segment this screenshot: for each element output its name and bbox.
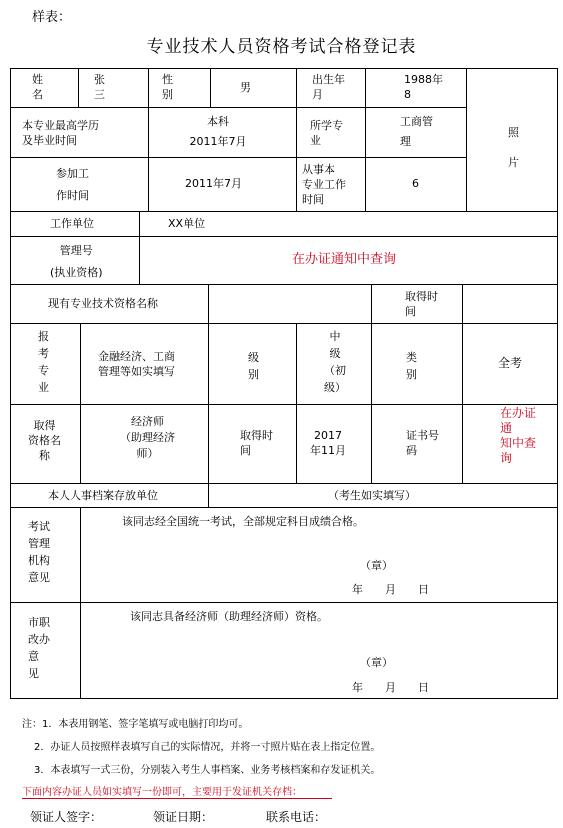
gender-label: 性 别 <box>162 73 173 101</box>
name-value: 张 三 <box>94 73 105 101</box>
work-start-label: 参加工 作时间 <box>56 167 89 202</box>
major-value: 工商管 理 <box>400 115 433 148</box>
archive-value: （考生如实填写） <box>328 489 416 502</box>
exam-major-value: 金融经济、工商 管理等如实填写 <box>98 350 175 378</box>
exam-major-label: 报 考 专 业 <box>38 330 49 394</box>
cert-label: 证书号 码 <box>406 429 439 457</box>
birth-label: 出生年 月 <box>312 73 345 101</box>
sample-label: 样表： <box>32 10 72 25</box>
row6-obtained-label: 取得时 间 <box>405 290 438 318</box>
exam-org-label: 考试 管理 机构 意见 <box>28 520 50 584</box>
hr-label: 市职 改办 意 见 <box>28 616 50 680</box>
name-label: 姓 名 <box>32 73 43 101</box>
category-value: 全考 <box>498 356 523 370</box>
note-3: 3．本表填写一式三份，分别装入考生人事档案、业务考核档案和存发证机关。 <box>34 765 381 776</box>
archive-label: 本人人事档案存放单位 <box>48 489 158 502</box>
education-label: 本专业最高学历 及毕业时间 <box>22 119 99 147</box>
phone-label: 联系电话： <box>266 810 327 824</box>
work-start-value: 2011年7月 <box>185 177 242 190</box>
current-title-label: 现有专业技术资格名称 <box>48 297 158 310</box>
exam-org-text: 该同志经全国统一考试，全部规定科目成绩合格。 <box>122 515 364 528</box>
qual-value: 经济师 （助理经济 师） <box>120 415 175 460</box>
hr-text: 该同志具备经济师（助理经济师）资格。 <box>130 610 328 623</box>
qual-label: 取得 资格名 称 <box>28 419 61 462</box>
exam-org-seal: （章） <box>360 559 393 572</box>
employer-value: XX单位 <box>168 217 206 230</box>
years-label: 从事本 专业工作 时间 <box>302 163 346 206</box>
note-4: 下面内容办证人员如实填写一份即可，主要用于发证机关存档： <box>22 787 302 798</box>
exam-org-date: 年 月 日 <box>352 583 429 596</box>
hr-seal: （章） <box>360 656 393 669</box>
photo-label: 照 片 <box>508 126 519 169</box>
level-value: 中 级 （初 级） <box>324 330 346 394</box>
sign-label: 领证人签字： <box>30 810 103 824</box>
form-title: 专业技术人员资格考试合格登记表 <box>146 37 417 57</box>
mgmt-value: 在办证通知中查询 <box>292 252 397 267</box>
years-value: 6 <box>412 177 419 190</box>
table-border <box>11 69 558 699</box>
note-2: 2．办证人员按照样表填写自己的实际情况，并将一寸照片贴在表上指定位置。 <box>34 742 381 753</box>
birth-value: 1988年 8 <box>404 73 443 101</box>
major-label: 所学专 业 <box>310 119 343 147</box>
category-label: 类 别 <box>406 351 417 381</box>
employer-label: 工作单位 <box>50 217 94 230</box>
level-label: 级 别 <box>248 351 259 381</box>
education-value: 本科 2011年7月 <box>189 115 247 148</box>
mgmt-label: 管理号 (执业资格) <box>50 244 103 279</box>
gender-value: 男 <box>240 81 251 94</box>
row8-obtained-label: 取得时 间 <box>240 429 273 457</box>
hr-date: 年 月 日 <box>352 681 429 694</box>
date-label: 领证日期： <box>153 810 214 824</box>
cert-value: 在办证 通 知中查 询 <box>500 406 537 465</box>
note-1: 注：1．本表用钢笔、签字笔填写或电脑打印均可。 <box>22 719 249 730</box>
obtained-value: 2017 年11月 <box>310 429 346 457</box>
